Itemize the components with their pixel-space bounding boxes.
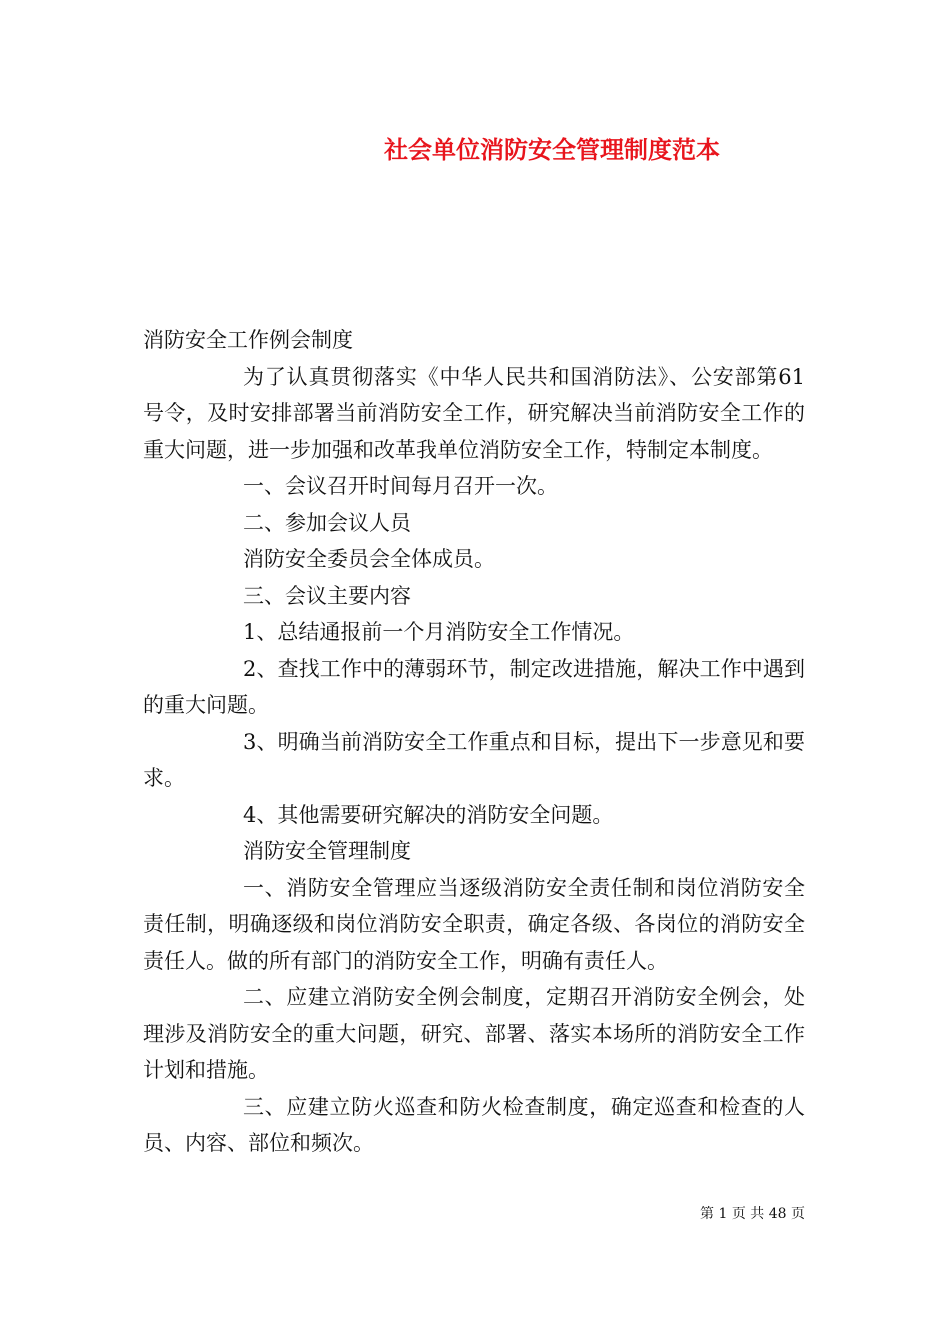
paragraph: 一、消防安全管理应当逐级消防安全责任制和岗位消防安全责任制，明确逐级和岗位消防安全职责，确定各级、各岗位的消防安全责任人。做的所有部门的消防安全工作，明确有责任人。 — [143, 875, 805, 973]
paragraph: 2、查找工作中的薄弱环节，制定改进措施，解决工作中遇到的重大问题。 — [143, 656, 805, 717]
paragraph: 3、明确当前消防安全工作重点和目标，提出下一步意见和要求。 — [143, 729, 805, 790]
paragraph: 消防安全委员会全体成员。 — [243, 547, 495, 571]
paragraph: 4、其他需要研究解决的消防安全问题。 — [243, 802, 614, 827]
paragraph: 三、会议主要内容 — [243, 583, 411, 608]
paragraph: 为了认真贯彻落实《中华人民共和国消防法》、公安部第61号令，及时安排部署当前消防安全工作，研究解决当前消防安全工作的重大问题，进一步加强和改革我单位消防安全工作，特制定本制度。 — [143, 364, 805, 462]
page-number-footer: 第 1 页 共 48 页 — [700, 1206, 805, 1222]
paragraph: 1、总结通报前一个月消防安全工作情况。 — [243, 620, 635, 644]
paragraph: 二、应建立消防安全例会制度，定期召开消防安全例会，处理涉及消防安全的重大问题，研究、部署、落实本场所的消防安全工作计划和措施。 — [143, 985, 805, 1082]
section-heading: 消防安全管理制度 — [243, 839, 411, 863]
paragraph: 三、应建立防火巡查和防火检查制度，确定巡查和检查的人员、内容、部位和频次。 — [143, 1094, 805, 1155]
document-title: 社会单位消防安全管理制度范本 — [384, 135, 720, 164]
paragraph: 一、会议召开时间每月召开一次。 — [243, 474, 558, 498]
paragraph: 二、参加会议人员 — [243, 510, 411, 535]
section-heading: 消防安全工作例会制度 — [143, 328, 353, 352]
document-body — [143, 322, 805, 1162]
